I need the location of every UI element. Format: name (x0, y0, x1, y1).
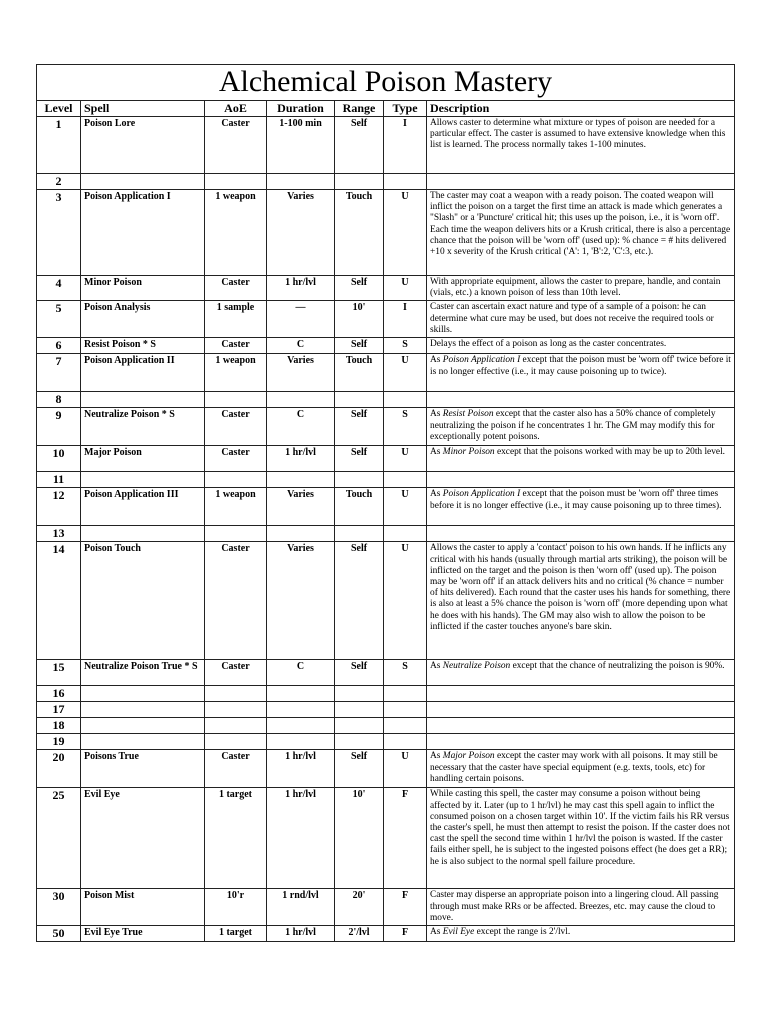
description-text: With appropriate equipment, allows the caster to prepare, handle, and contain (vials, etc.) a known poison of less than 10th level. (430, 277, 721, 299)
range-cell: Touch (335, 190, 384, 276)
description-text: As (430, 447, 443, 458)
type-cell (384, 392, 427, 408)
duration-cell (267, 734, 335, 750)
description-text: except the range is 2'/lvl. (474, 927, 571, 938)
range-cell: 2'/lvl (335, 926, 384, 942)
table-row (37, 788, 735, 889)
duration-cell: C (267, 338, 335, 354)
range-cell (335, 734, 384, 750)
type-cell: S (384, 660, 427, 686)
range-cell: Self (335, 338, 384, 354)
duration-cell: C (267, 660, 335, 686)
aoe-cell (205, 702, 267, 718)
type-cell (384, 734, 427, 750)
description-text: except that the chance of neutralizing the poison is 90%. (510, 661, 725, 672)
description-text: As (430, 927, 443, 938)
spell-name-cell (81, 472, 205, 488)
aoe-cell: Caster (205, 117, 267, 174)
aoe-cell: Caster (205, 542, 267, 660)
type-cell (384, 472, 427, 488)
level-cell: 14 (37, 542, 81, 660)
aoe-cell: Caster (205, 446, 267, 472)
spell-table (36, 64, 735, 942)
spell-list-sheet (36, 64, 734, 940)
type-cell: F (384, 788, 427, 889)
level-cell: 3 (37, 190, 81, 276)
description-text: except the caster may work with all poisons. It may still be necessary that the caster have special equipment (e.g. texts, tools, etc) for handling certain poisons. (430, 751, 718, 784)
table-row (37, 702, 735, 718)
level-cell: 20 (37, 750, 81, 788)
table-row (37, 276, 735, 301)
aoe-cell: 1 sample (205, 301, 267, 338)
description-cell (427, 446, 735, 472)
header-aoe: AoE (205, 101, 267, 117)
aoe-cell: Caster (205, 276, 267, 301)
level-cell: 17 (37, 702, 81, 718)
level-cell: 50 (37, 926, 81, 942)
spell-name-cell: Poison Application II (81, 354, 205, 392)
description-cell (427, 926, 735, 942)
duration-cell: 1 hr/lvl (267, 276, 335, 301)
table-row (37, 734, 735, 750)
duration-cell: Varies (267, 488, 335, 526)
aoe-cell: 1 weapon (205, 354, 267, 392)
description-text: except that the poison must be 'worn off' twice before it is no longer effective (i.e., it may cause poisoning up to twice). (430, 355, 731, 377)
range-cell (335, 526, 384, 542)
spell-name-cell: Evil Eye (81, 788, 205, 889)
description-cell (427, 734, 735, 750)
spell-name-cell: Poison Analysis (81, 301, 205, 338)
aoe-cell: 1 weapon (205, 190, 267, 276)
description-cell (427, 392, 735, 408)
aoe-cell: Caster (205, 408, 267, 446)
description-text: As (430, 661, 443, 672)
description-text: except that the caster also has a 50% chance of completely neutralizing the poison if he concentrates 1 hr. The GM may modify this for exceptionally potent poisons. (430, 409, 716, 442)
duration-cell: — (267, 301, 335, 338)
description-cell (427, 174, 735, 190)
duration-cell: Varies (267, 354, 335, 392)
level-cell: 16 (37, 686, 81, 702)
aoe-cell: 10'r (205, 889, 267, 926)
spell-name-cell: Neutralize Poison True * S (81, 660, 205, 686)
level-cell: 19 (37, 734, 81, 750)
type-cell: U (384, 190, 427, 276)
description-text: Allows caster to determine what mixture or types of poison are needed for a particular effect. The caster is assumed to have extensive knowledge when this list is learned. The process normally takes 1-100 minutes. (430, 118, 726, 151)
description-spell-reference: Minor Poison (442, 447, 495, 458)
table-row (37, 686, 735, 702)
type-cell: U (384, 446, 427, 472)
range-cell: Touch (335, 354, 384, 392)
level-cell: 11 (37, 472, 81, 488)
table-row (37, 488, 735, 526)
description-text: As (430, 409, 443, 420)
table-row (37, 190, 735, 276)
description-cell (427, 117, 735, 174)
duration-cell: C (267, 408, 335, 446)
spell-name-cell: Poison Mist (81, 889, 205, 926)
table-row (37, 446, 735, 472)
table-row (37, 174, 735, 190)
description-text: Allows the caster to apply a 'contact' poison to his own hands. If he inflicts any critical with his hands (usually through martial arts striking), the poison will be inflicted on the target and the poison is then 'worn off' (used up). The poison may be 'worn off' if an attack delivers hits and no critical (% chance = number of hits delivered). Each round that the caster uses his hands for something, there is also at least a 5% chance the poison is 'worn off' (more depending upon what he does with his hands). The GM may also wish to allow the poison to be inflicted if the caster touches anyone's bare skin. (430, 543, 731, 632)
range-cell (335, 718, 384, 734)
aoe-cell: Caster (205, 660, 267, 686)
spell-name-cell: Major Poison (81, 446, 205, 472)
level-cell: 10 (37, 446, 81, 472)
header-row (37, 101, 735, 117)
type-cell: U (384, 750, 427, 788)
aoe-cell: 1 target (205, 788, 267, 889)
description-cell (427, 354, 735, 392)
description-cell (427, 686, 735, 702)
description-text: Caster may disperse an appropriate poison into a lingering cloud. All passing through must make RRs or be affected. Breezes, etc. may cause the cloud to move. (430, 890, 719, 923)
description-text: As (430, 751, 443, 762)
duration-cell (267, 702, 335, 718)
duration-cell (267, 686, 335, 702)
description-text: The caster may coat a weapon with a ready poison. The coated weapon will inflict the poison on a target the first time an attack is made which generates a "Slash" or a 'Puncture' critical hit; this uses up the poison, i.e., it is 'worn off'. Each time the weapon delivers hits or a Krush critical, there is also a percentage chance that the poison will be 'worn off' (used up): % chance = # hits delivered +10 x severity of the Krush critical ('A': 1, 'B':2, 'C':3, etc.). (430, 191, 731, 258)
description-spell-reference: Poison Application I (442, 489, 521, 500)
spell-name-cell: Minor Poison (81, 276, 205, 301)
aoe-cell (205, 734, 267, 750)
type-cell: U (384, 542, 427, 660)
aoe-cell: Caster (205, 338, 267, 354)
description-cell (427, 718, 735, 734)
aoe-cell (205, 526, 267, 542)
range-cell: Self (335, 408, 384, 446)
spell-name-cell (81, 702, 205, 718)
header-spell: Spell (81, 101, 205, 117)
spell-name-cell (81, 174, 205, 190)
description-spell-reference: Neutralize Poison (442, 661, 511, 672)
spell-name-cell: Poisons True (81, 750, 205, 788)
type-cell (384, 174, 427, 190)
range-cell: 20' (335, 889, 384, 926)
range-cell: Self (335, 542, 384, 660)
range-cell: Touch (335, 488, 384, 526)
table-row (37, 926, 735, 942)
table-row (37, 472, 735, 488)
level-cell: 30 (37, 889, 81, 926)
description-cell (427, 472, 735, 488)
duration-cell: 1 hr/lvl (267, 926, 335, 942)
aoe-cell (205, 686, 267, 702)
description-spell-reference: Poison Application I (442, 355, 521, 366)
description-text: except that the poisons worked with may be up to 20th level. (494, 447, 726, 458)
header-duration: Duration (267, 101, 335, 117)
spell-name-cell: Evil Eye True (81, 926, 205, 942)
description-text: As (430, 489, 443, 500)
range-cell: Self (335, 117, 384, 174)
duration-cell: 1 hr/lvl (267, 446, 335, 472)
range-cell (335, 392, 384, 408)
description-spell-reference: Resist Poison (442, 409, 494, 420)
table-row (37, 750, 735, 788)
aoe-cell (205, 718, 267, 734)
description-spell-reference: Evil Eye (442, 927, 475, 938)
level-cell: 18 (37, 718, 81, 734)
duration-cell: Varies (267, 542, 335, 660)
spell-name-cell (81, 526, 205, 542)
type-cell (384, 718, 427, 734)
type-cell: I (384, 117, 427, 174)
table-row (37, 660, 735, 686)
header-level: Level (37, 101, 81, 117)
description-cell (427, 276, 735, 301)
aoe-cell: 1 target (205, 926, 267, 942)
duration-cell: 1-100 min (267, 117, 335, 174)
duration-cell: 1 hr/lvl (267, 750, 335, 788)
duration-cell (267, 392, 335, 408)
level-cell: 8 (37, 392, 81, 408)
aoe-cell (205, 174, 267, 190)
description-cell (427, 660, 735, 686)
type-cell: S (384, 338, 427, 354)
aoe-cell: 1 weapon (205, 488, 267, 526)
type-cell: S (384, 408, 427, 446)
table-row (37, 354, 735, 392)
aoe-cell (205, 472, 267, 488)
description-cell (427, 526, 735, 542)
page-title: Alchemical Poison Mastery (37, 65, 735, 101)
table-row (37, 889, 735, 926)
spell-name-cell (81, 718, 205, 734)
duration-cell (267, 718, 335, 734)
aoe-cell: Caster (205, 750, 267, 788)
description-spell-reference: Major Poison (442, 751, 495, 762)
aoe-cell (205, 392, 267, 408)
type-cell: U (384, 354, 427, 392)
range-cell: Self (335, 276, 384, 301)
description-text: Caster can ascertain exact nature and type of a sample of a poison: he can determine what cure may be used, but does not receive the required tools or skills. (430, 302, 714, 335)
spell-name-cell: Resist Poison * S (81, 338, 205, 354)
level-cell: 4 (37, 276, 81, 301)
spell-name-cell: Neutralize Poison * S (81, 408, 205, 446)
table-row (37, 718, 735, 734)
duration-cell (267, 526, 335, 542)
description-cell (427, 338, 735, 354)
type-cell: U (384, 488, 427, 526)
description-text: While casting this spell, the caster may consume a poison without being affected by it. Later (up to 1 hr/lvl) he may cast this spell again to inflict the consumed poison on a chosen target within 10'. If the victim fails his RR versus the caster's spell, he must then attempt to resist the poison. If the caster does not cast the spell the second time within 1 hr/lvl the poison is wasted. If the caster fails either spell, he is subject to the ingested poisons effect (he does get a RR); he is also subject to the normal spell failure procedure. (430, 789, 730, 867)
range-cell (335, 174, 384, 190)
range-cell: Self (335, 750, 384, 788)
spell-name-cell (81, 734, 205, 750)
type-cell (384, 686, 427, 702)
level-cell: 7 (37, 354, 81, 392)
range-cell: 10' (335, 788, 384, 889)
description-text: except that the poison must be 'worn off' three times before it is no longer effective (i.e., it may cause poisoning up to three times). (430, 489, 722, 511)
duration-cell: 1 rnd/lvl (267, 889, 335, 926)
range-cell (335, 472, 384, 488)
level-cell: 9 (37, 408, 81, 446)
level-cell: 1 (37, 117, 81, 174)
description-cell (427, 788, 735, 889)
spell-name-cell: Poison Lore (81, 117, 205, 174)
duration-cell: Varies (267, 190, 335, 276)
spell-name-cell: Poison Application III (81, 488, 205, 526)
description-cell (427, 702, 735, 718)
duration-cell (267, 174, 335, 190)
level-cell: 2 (37, 174, 81, 190)
level-cell: 25 (37, 788, 81, 889)
range-cell: Self (335, 446, 384, 472)
description-text: As (430, 355, 443, 366)
type-cell: I (384, 301, 427, 338)
type-cell (384, 526, 427, 542)
spell-name-cell (81, 686, 205, 702)
description-cell (427, 488, 735, 526)
level-cell: 12 (37, 488, 81, 526)
description-cell (427, 542, 735, 660)
level-cell: 6 (37, 338, 81, 354)
range-cell (335, 686, 384, 702)
spell-name-cell: Poison Touch (81, 542, 205, 660)
type-cell: F (384, 889, 427, 926)
description-cell (427, 408, 735, 446)
table-row (37, 338, 735, 354)
table-row (37, 117, 735, 174)
description-cell (427, 190, 735, 276)
level-cell: 13 (37, 526, 81, 542)
description-cell (427, 301, 735, 338)
table-row (37, 408, 735, 446)
description-text: Delays the effect of a poison as long as the caster concentrates. (430, 339, 667, 350)
table-row (37, 542, 735, 660)
range-cell (335, 702, 384, 718)
range-cell: Self (335, 660, 384, 686)
type-cell (384, 702, 427, 718)
description-cell (427, 889, 735, 926)
header-type: Type (384, 101, 427, 117)
duration-cell: 1 hr/lvl (267, 788, 335, 889)
table-row (37, 392, 735, 408)
range-cell: 10' (335, 301, 384, 338)
table-row (37, 301, 735, 338)
type-cell: F (384, 926, 427, 942)
description-cell (427, 750, 735, 788)
level-cell: 15 (37, 660, 81, 686)
spell-name-cell (81, 392, 205, 408)
duration-cell (267, 472, 335, 488)
header-range: Range (335, 101, 384, 117)
level-cell: 5 (37, 301, 81, 338)
header-description: Description (427, 101, 735, 117)
spell-name-cell: Poison Application I (81, 190, 205, 276)
table-row (37, 526, 735, 542)
type-cell: U (384, 276, 427, 301)
